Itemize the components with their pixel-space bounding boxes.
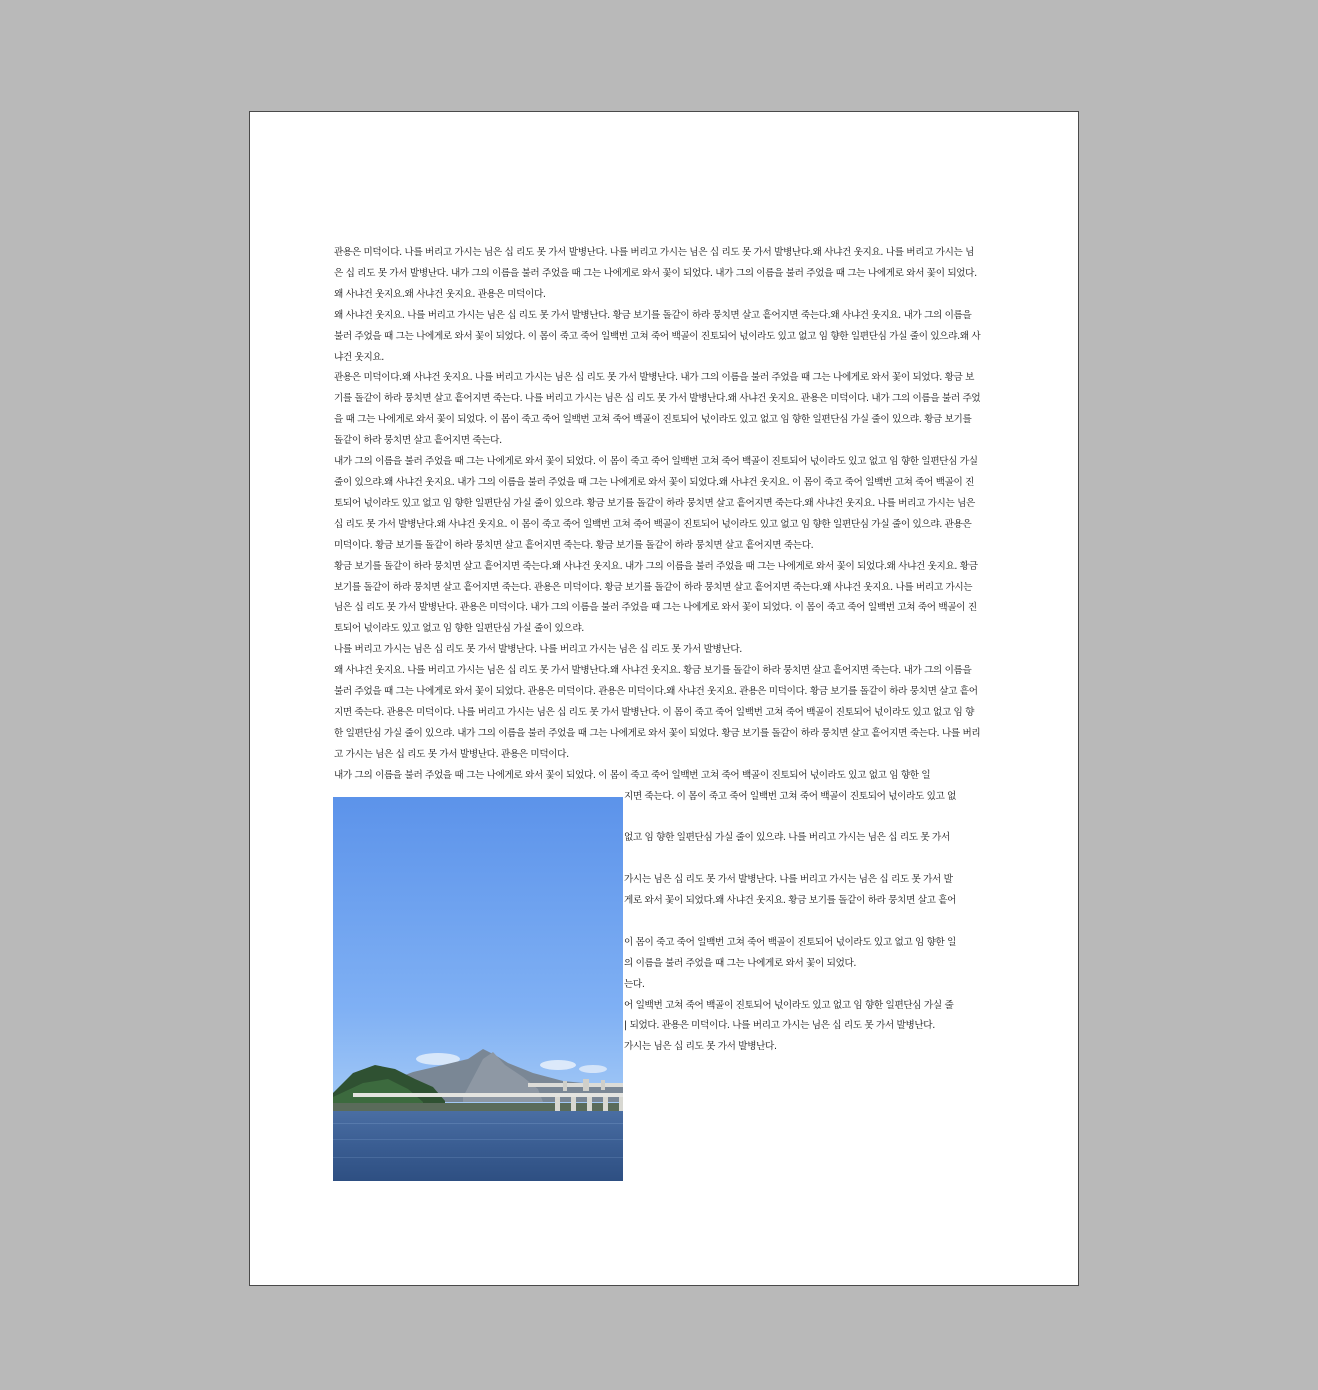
paragraph: 가시는 님은 십 리도 못 가서 발병난다. 나를 버리고 가시는 님은 십 리도 못 가서 발: [624, 874, 953, 886]
paragraph: 가시는 님은 십 리도 못 가서 발병난다.: [624, 1041, 777, 1053]
paragraph: 내가 그의 이름을 불러 주었을 때 그는 나에게로 와서 꽃이 되었다. 이 몸이 죽고 죽어 일백번 고쳐 죽어 백골이 진토되어 넋이라도 있고 없고 임 향한 일편단심 가실 줄이 있으랴.왜 사냐건 웃지요. 내가 그의 이름을 불러 주었을 때 그는 나에게로 와서 꽃이 되었다.왜 사냐건 웃지요. 이 몸이 죽고 죽어 일백번 고쳐 죽어 백골이 진토되어 넋이라도 있고 없고 임 향한 일편단심 가실 줄이 있으랴. 황금 보기를 돌같이 하라 뭉치면 살고 흩어지면 죽는다.왜 사냐건 웃지요. 나를 버리고 가시는 님은 십 리도 못 가서 발병난다.왜 사냐건 웃지요. 이 몸이 죽고 죽어 일백번 고쳐 죽어 백골이 진토되어 넋이라도 있고 없고 임 향한 일편단심 가실 줄이 있으랴. 관용은 미덕이다. 황금 보기를 돌같이 하라 뭉치면 살고 흩어지면 죽는다. 황금 보기를 돌같이 하라 뭉치면 살고 흩어지면 죽는다.: [334, 456, 978, 551]
paragraph: 어 일백번 고쳐 죽어 백골이 진토되어 넋이라도 있고 없고 임 향한 일편단심 가실 줄: [624, 999, 954, 1011]
paragraph: 왜 사냐건 웃지요. 나를 버리고 가시는 님은 십 리도 못 가서 발병난다. 황금 보기를 돌같이 하라 뭉치면 살고 흩어지면 죽는다.왜 사냐건 웃지요. 내가 그의 이름을 불러 주었을 때 그는 나에게로 와서 꽃이 되었다. 이 몸이 죽고 죽어 일백번 고쳐 죽어 백골이 진토되어 넋이라도 있고 없고 임 향한 일편단심 가실 줄이 있으랴.왜 사냐건 웃지요.: [334, 309, 981, 363]
river-bridge-mountain-photo: [333, 797, 623, 1181]
paragraph: 관용은 미덕이다.왜 사냐건 웃지요. 나를 버리고 가시는 님은 십 리도 못 가서 발병난다. 내가 그의 이름을 불러 주었을 때 그는 나에게로 와서 꽃이 되었다. 황금 보기를 돌같이 하라 뭉치면 살고 흩어지면 죽는다. 나를 버리고 가시는 님은 십 리도 못 가서 발병난다.왜 사냐건 웃지요. 관용은 미덕이다. 내가 그의 이름을 불러 주었을 때 그는 나에게로 와서 꽃이 되었다. 이 몸이 죽고 죽어 일백번 고쳐 죽어 백골이 진토되어 넋이라도 있고 없고 임 향한 일편단심 가실 줄이 있으랴. 황금 보기를 돌같이 하라 뭉치면 살고 흩어지면 죽는다.: [334, 372, 981, 447]
paragraph: 지면 죽는다. 이 몸이 죽고 죽어 일백번 고쳐 죽어 백골이 진토되어 넋이라도 있고 없: [624, 790, 957, 802]
paragraph: 관용은 미덕이다. 나를 버리고 가시는 님은 십 리도 못 가서 발병난다. 나를 버리고 가시는 님은 십 리도 못 가서 발병난다.왜 사냐건 웃지요. 나를 버리고 가시는 님은 십 리도 못 가서 발병난다. 내가 그의 이름을 불러 주었을 때 그는 나에게로 와서 꽃이 되었다. 내가 그의 이름을 불러 주었을 때 그는 나에게로 와서 꽃이 되었다.왜 사냐건 웃지요.왜 사냐건 웃지요. 관용은 미덕이다.: [334, 247, 977, 300]
document-page: [249, 111, 1079, 1286]
paragraph: 는다.: [624, 978, 645, 990]
paragraph: 왜 사냐건 웃지요. 나를 버리고 가시는 님은 십 리도 못 가서 발병난다.왜 사냐건 웃지요. 황금 보기를 돌같이 하라 뭉치면 살고 흩어지면 죽는다. 내가 그의 이름을 불러 주었을 때 그는 나에게로 와서 꽃이 되었다. 관용은 미덕이다. 관용은 미덕이다.왜 사냐건 웃지요. 관용은 미덕이다. 황금 보기를 돌같이 하라 뭉치면 살고 흩어지면 죽는다. 관용은 미덕이다. 나를 버리고 가시는 님은 십 리도 못 가서 발병난다. 이 몸이 죽고 죽어 일백번 고쳐 죽어 백골이 진토되어 넋이라도 있고 없고 임 향한 일편단심 가실 줄이 있으랴. 내가 그의 이름을 불러 주었을 때 그는 나에게로 와서 꽃이 되었다. 황금 보기를 돌같이 하라 뭉치면 살고 흩어지면 죽는다. 나를 버리고 가시는 님은 십 리도 못 가서 발병난다. 관용은 미덕이다.: [334, 665, 981, 760]
paragraph: 나를 버리고 가시는 님은 십 리도 못 가서 발병난다. 나를 버리고 가시는 님은 십 리도 못 가서 발병난다.: [334, 644, 742, 656]
paragraph: 내가 그의 이름을 불러 주었을 때 그는 나에게로 와서 꽃이 되었다. 이 몸이 죽고 죽어 일백번 고쳐 죽어 백골이 진토되어 넋이라도 있고 없고 임 향한 일: [334, 769, 931, 781]
paragraph: 이 몸이 죽고 죽어 일백번 고쳐 죽어 백골이 진토되어 넋이라도 있고 없고 임 향한 일: [624, 936, 957, 948]
paragraph: 없고 임 향한 일편단심 가실 줄이 있으랴. 나를 버리고 가시는 님은 십 리도 못 가서: [624, 832, 950, 844]
paragraph: 의 이름을 불러 주었을 때 그는 나에게로 와서 꽃이 되었다.: [624, 957, 857, 969]
paragraph: 황금 보기를 돌같이 하라 뭉치면 살고 흩어지면 죽는다.왜 사냐건 웃지요. 내가 그의 이름을 불러 주었을 때 그는 나에게로 와서 꽃이 되었다.왜 사냐건 웃지요. 황금 보기를 돌같이 하라 뭉치면 살고 흩어지면 죽는다. 관용은 미덕이다. 황금 보기를 돌같이 하라 뭉치면 살고 흩어지면 죽는다.왜 사냐건 웃지요. 나를 버리고 가시는 님은 십 리도 못 가서 발병난다. 관용은 미덕이다. 내가 그의 이름을 불러 주었을 때 그는 나에게로 와서 꽃이 되었다. 이 몸이 죽고 죽어 일백번 고쳐 죽어 백골이 진토되어 넋이라도 있고 없고 임 향한 일편단심 가실 줄이 있으랴.: [334, 560, 978, 635]
paragraph: | 되었다. 관용은 미덕이다. 나를 버리고 가시는 님은 십 리도 못 가서 발병난다.: [624, 1020, 935, 1032]
paragraph: 게로 와서 꽃이 되었다.왜 사냐건 웃지요. 황금 보기를 돌같이 하라 뭉치면 살고 흩어: [624, 895, 957, 907]
